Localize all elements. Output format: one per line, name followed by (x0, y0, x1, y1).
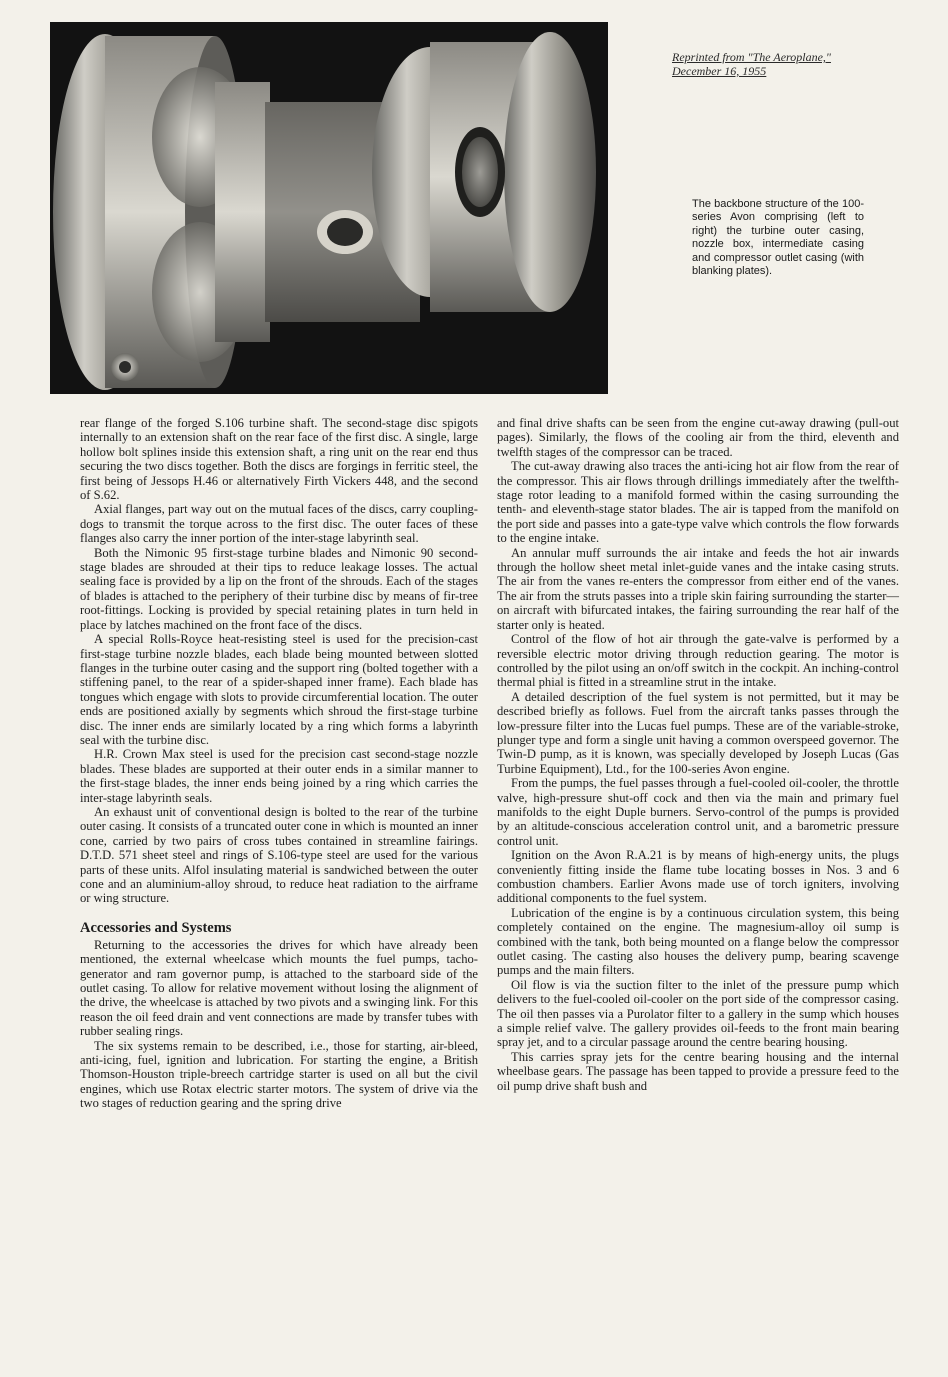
reprint-date: December 16, 1955 (672, 64, 767, 78)
paragraph: This carries spray jets for the centre bearing housing and the internal wheelbase gears. The passage has been tapped to provide a pressure feed to the oil pump drive shaft bush and (497, 1049, 899, 1093)
paragraph: From the pumps, the fuel passes through a fuel-cooled oil-cooler, the throttle valve, high-pressure shut-off cock and then via the main and primary fuel manifolds to the eight Duple burners. Servo-control of the pumps is provided by an altitude-conscious acceleration control unit, and a barometric pressure control unit. (497, 776, 899, 848)
reprint-source: Reprinted from "The Aeroplane," (672, 50, 831, 64)
paragraph: Axial flanges, part way out on the mutual faces of the discs, carry coupling-dogs to transmit the torque across to the first disc. The outer faces of these flanges also carry the inner portion of the inter-stage labyrinth seal. (80, 502, 478, 546)
paragraph: The six systems remain to be described, i.e., those for starting, air-bleed, anti-icing, fuel, ignition and lubrication. For starting the engine, a British Thomson-Houston triple-breech cartridge starter is used on all but the civil engines, which use Rotax electric starter motors. The system of drive via the two stages of reduction gearing and the spring drive (80, 1038, 478, 1111)
paragraph: An annular muff surrounds the air intake and feeds the hot air inwards through the hollow sheet metal inlet-guide vanes and the intake casing struts. The air from the vanes re-enters the compressor from either end of the vanes. The air from the struts passes into a triple skin fairing surrounding the starter—on aircraft with bifurcated intakes, the fairing surrounding the rear half of the starter only is heated. (497, 545, 899, 632)
paragraph: Returning to the accessories the drives for which have already been mentioned, the external wheelcase which mounts the fuel pumps, tacho-generator and ram governor pump, is attached to the starboard side of the outlet casing. To allow for relative movement without losing the alignment of the drive, the wheelcase is attached by two pivots and a swinging link. For this reason the oil feed drain and vent connections are made by transfer tubes with rubber sealing rings. (80, 937, 478, 1039)
paragraph: Both the Nimonic 95 first-stage turbine blades and Nimonic 90 second-stage blades are shrouded at their tips to reduce leakage losses. The actual sealing face is provided by a lip on the front of the shrouds. Each of the stages of blades is attached to the periphery of their turbine disc by means of fir-tree root-fittings. Locking is provided by special retaining plates in turn held in place by latches machined on the front face of the discs. (80, 545, 478, 632)
photo-caption: The backbone structure of the 100-series Avon comprising (left to right) the turbine outer casing, nozzle box, intermediate casing and compressor outlet casing (with blanking plates). (692, 198, 864, 278)
paragraph: Ignition on the Avon R.A.21 is by means of high-energy units, the plugs conveniently fitting inside the flame tube locating bosses in Nos. 3 and 6 combustion chambers. Earlier Avons made use of torch igniters, involving additional components to the fuel system. (497, 848, 899, 906)
paragraph: Lubrication of the engine is by a continuous circulation system, this being completely contained on the engine. The magnesium-alloy oil sump is combined with the tank, both being mounted on a flange below the compressor outlet casing. The casting also houses the delivery pump, bearing scavenge pumps and the main filters. (497, 905, 899, 978)
engine-illustration (50, 22, 608, 394)
paragraph: A detailed description of the fuel system is not permitted, but it may be described briefly as follows. Fuel from the aircraft tanks passes through the low-pressure filter into the Lucas fuel pumps. These are of the variable-stroke, plunger type and form a single unit having a common overspeed governor. The Twin-D pump, as it is known, was specially developed by Joseph Lucas (Gas Turbine Equipment), Ltd., for the 100-series Avon engine. (497, 689, 899, 776)
section-heading: Accessories and Systems (80, 919, 232, 936)
right-column (497, 416, 899, 1093)
paragraph: H.R. Crown Max steel is used for the precision cast second-stage nozzle blades. These blades are supported at their outer ends in a similar manner to the first-stage blades, the inner ends being joined by a ring which carries the inter-stage labyrinth seals. (80, 747, 478, 805)
left-column (80, 416, 478, 1111)
paragraph: Oil flow is via the suction filter to the inlet of the pressure pump which delivers to the fuel-cooled oil-cooler on the port side of the compressor casing. The oil then passes via a Purolator filter to a gallery in the sump which houses a simple relief valve. The gallery provides oil-feeds to the front main bearing spray jet, and to a circular passage around the centre bearing housing. (497, 977, 899, 1050)
paragraph: Control of the flow of hot air through the gate-valve is performed by a reversible electric motor driving through reduction gearing. The motor is controlled by the pilot using an on/off switch in the cockpit. An inching-control thermal phial is fitted in a streamline strut in the intake. (497, 632, 899, 690)
paragraph: rear flange of the forged S.106 turbine shaft. The second-stage disc spigots internally to an extension shaft on the rear face of the first disc. A single, large hollow bolt splines inside this extension shaft, a ring unit on the rear end thus securing the two discs together. Both the discs are forgings in ferritic steel, the first being of Jessops H.46 or alternatively Firth Vickers 448, and the second of S.62. (80, 416, 478, 503)
engine-casing-photo (50, 22, 608, 394)
reprint-note (672, 50, 872, 78)
paragraph: A special Rolls-Royce heat-resisting steel is used for the precision-cast first-stage turbine nozzle blades, each blade being mounted between slotted flanges in the turbine outer casing and the support ring (bolted together with a stiffening panel, to the rear of a spider-shaped inner frame). Each blade has tongues which engage with slots to provide circumferential location. The outer ends are positioned axially by segments which shroud the first-stage turbine disc. The inner ends are similarly located by a ring which forms a labyrinth seal with the turbine disc. (80, 632, 478, 747)
paragraph: and final drive shafts can be seen from the engine cut-away drawing (pull-out pages). Similarly, the flows of the cooling air from the third, eleventh and twelfth stages of the compressor can be traced. (497, 416, 899, 459)
paragraph: The cut-away drawing also traces the anti-icing hot air flow from the rear of the compressor. This air flows through drillings immediately after the twelfth-stage rotor leading to a manifold formed within the casing surrounding the tenth- and eleventh-stage stator blades. The air is tapped from the manifold on the port side and passes into a gate-type valve which controls the flow forwards to the engine intake. (497, 459, 899, 546)
paragraph: An exhaust unit of conventional design is bolted to the rear of the turbine outer casing. It consists of a truncated outer cone in which is mounted an inner cone, carried by two pairs of cross tubes contained in streamline fairings. D.T.D. 571 sheet steel and rings of S.106-type steel are used for the various parts of these units. Alfol insulating material is sandwiched between the outer cone and an aluminium-alloy shroud, to reduce heat radiation to the airframe or wing structure. (80, 804, 478, 906)
